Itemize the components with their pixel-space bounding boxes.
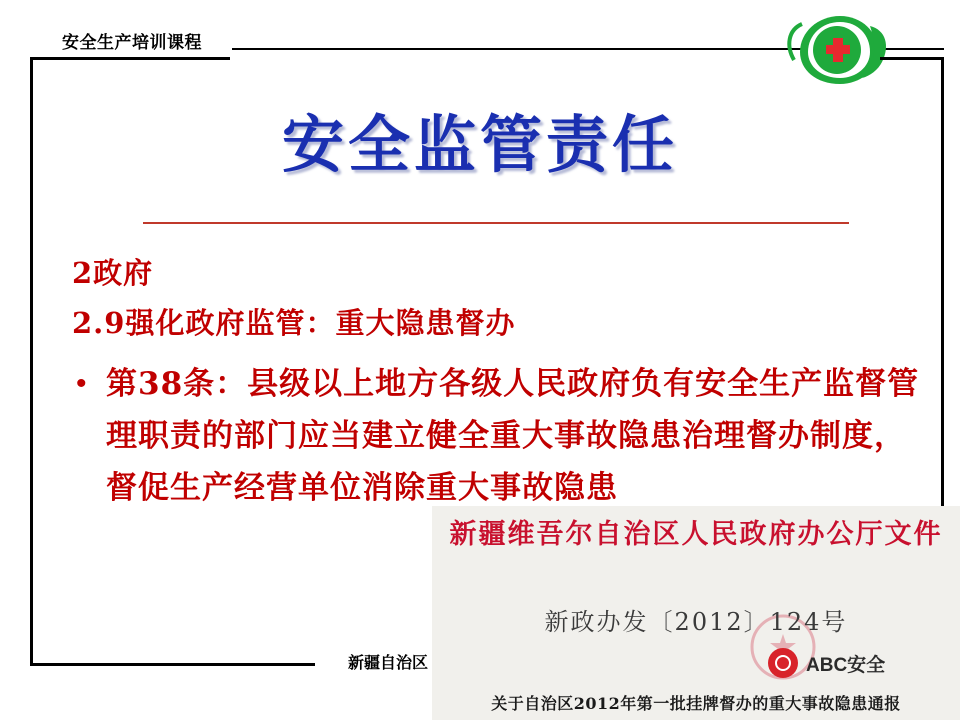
subsection-label: 2.9强化政府监管：重大隐患督办 [72, 306, 516, 340]
safety-logo-icon [782, 12, 894, 90]
watermark [768, 648, 885, 678]
government-document-image [432, 506, 960, 720]
watermark-text: ABC安全 [806, 654, 886, 676]
slide-body [72, 250, 932, 514]
document-title: 新疆维吾尔自治区人民政府办公厅文件 [449, 519, 943, 550]
page-title: 安全监管责任 [281, 108, 678, 181]
frame-top-left-edge [30, 57, 230, 60]
bullet-item [72, 358, 932, 514]
document-subtitle: 关于自治区2012年第一批挂牌督办的重大事故隐患通报 [491, 694, 901, 713]
bullet-body-text: 第38条：县级以上地方各级人民政府负有安全生产监督管理职责的部门应当建立健全重大事故隐患治理督办制度，督促生产经营单位消除重大事故隐患 [106, 366, 920, 506]
title-underline [143, 222, 849, 224]
watermark-logo-icon [768, 648, 798, 678]
course-header-label: 安全生产培训课程 [62, 33, 202, 52]
document-number: 新政办发〔2012〕124号 [544, 608, 848, 636]
section-label: 2政府 [72, 256, 154, 290]
footer-caption: 新疆自治区 [348, 655, 429, 672]
frame-bottom-edge [30, 663, 315, 666]
frame-top-right-edge [880, 57, 944, 60]
bullet-dot-icon: • [76, 367, 87, 400]
